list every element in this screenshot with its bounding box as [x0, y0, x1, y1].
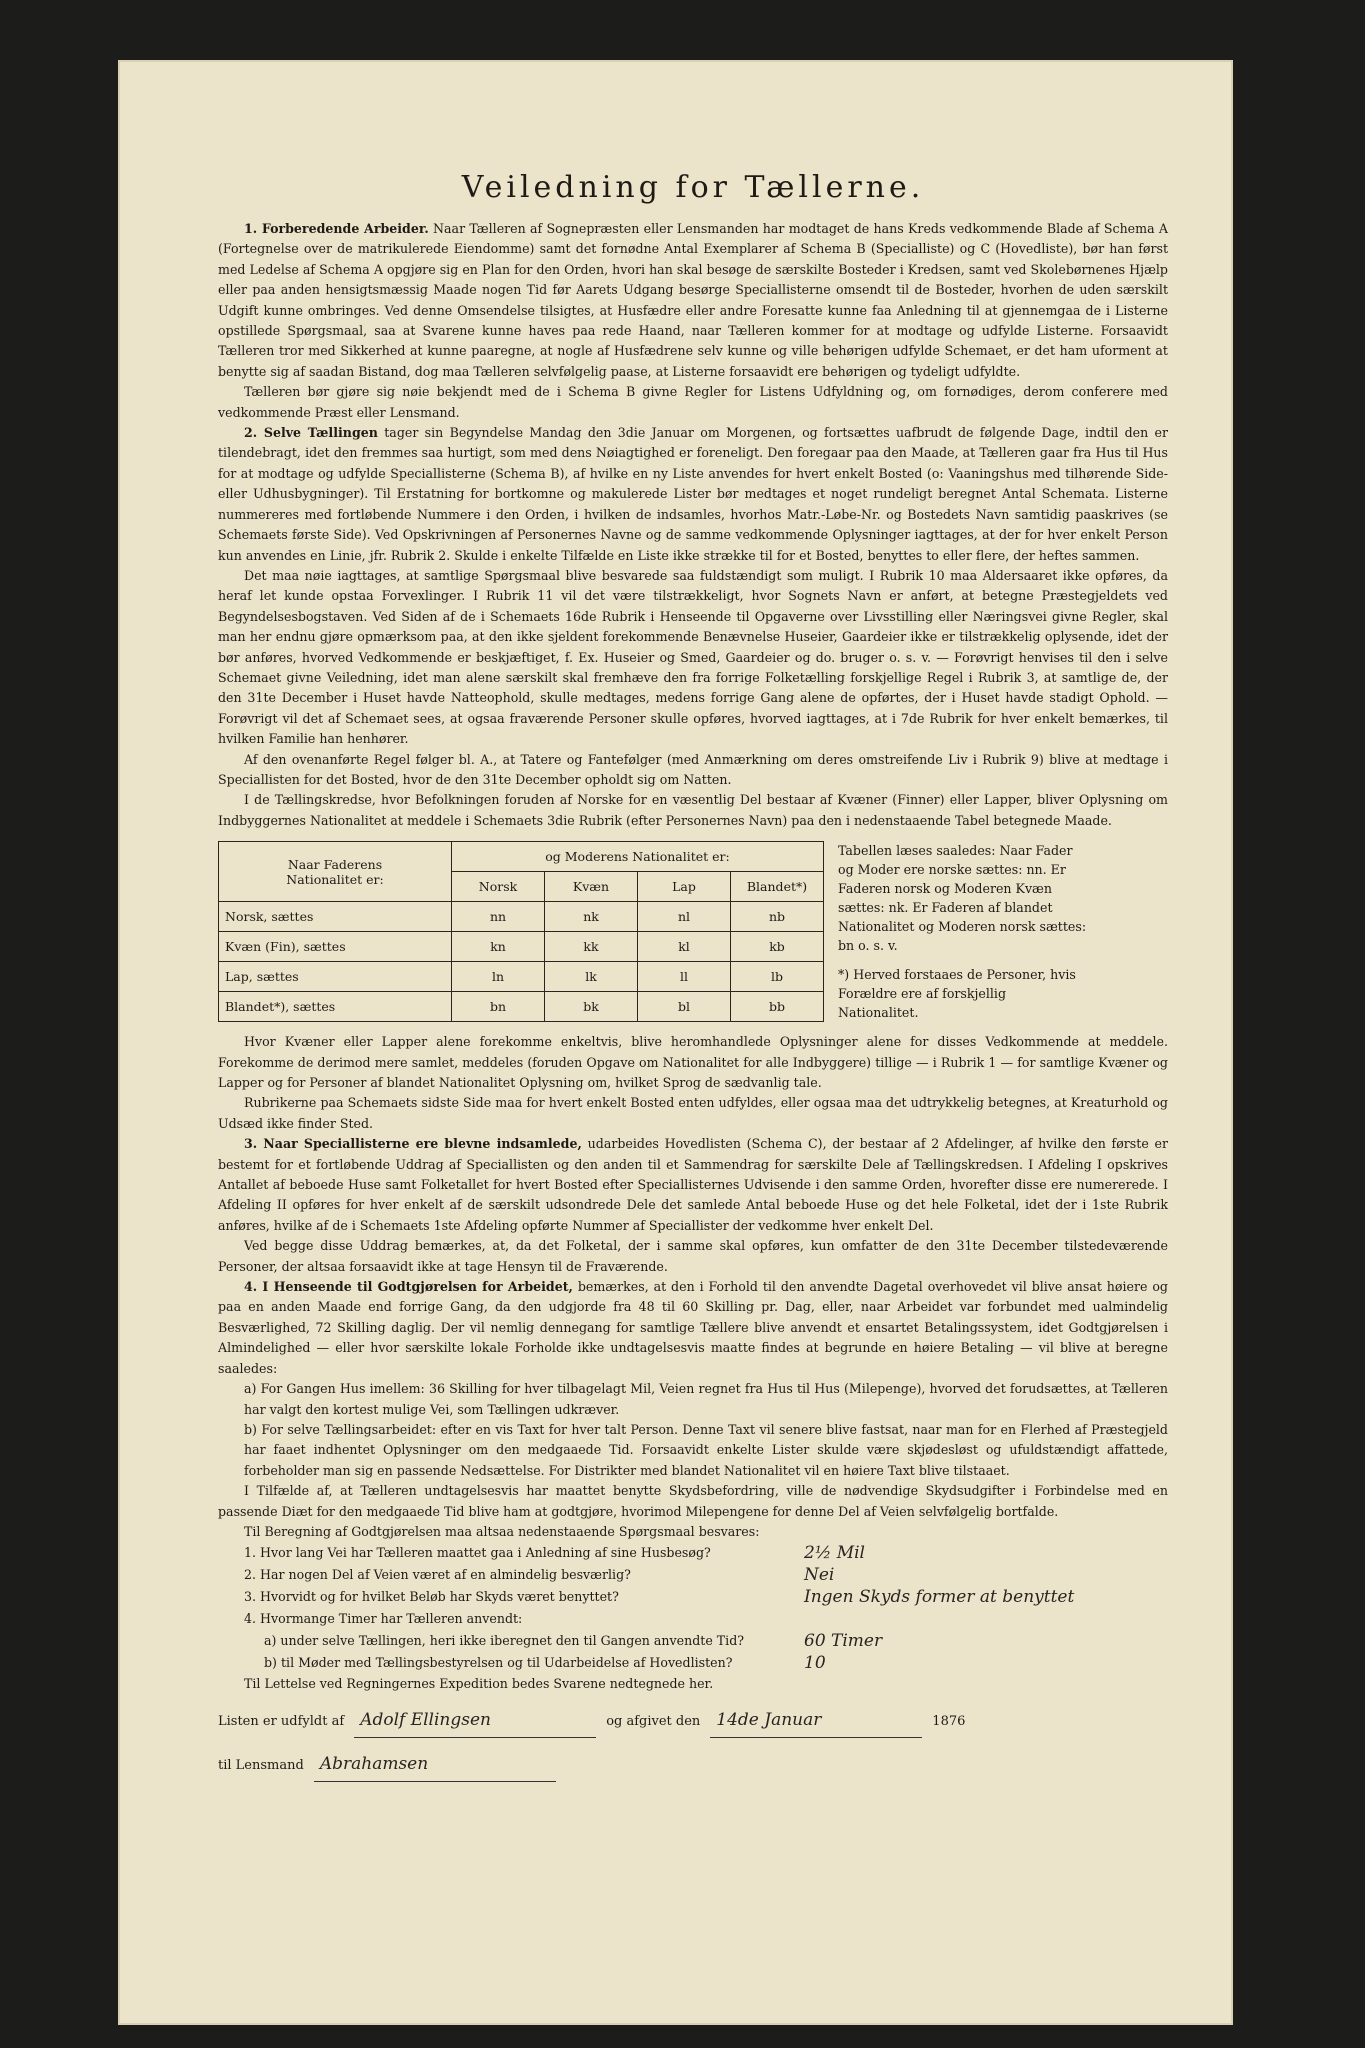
question-text: b) til Møder med Tællingsbestyrelsen og til Udarbeidelse af Hovedlisten?: [264, 1655, 733, 1671]
lensmand-field[interactable]: Abrahamsen: [314, 1747, 556, 1782]
closing-text: Til Lettelse ved Regningernes Expedition bedes Svarene nedtegnede her.: [244, 1676, 714, 1692]
table-cell: kb: [731, 932, 824, 962]
table-cell: lk: [545, 962, 638, 992]
section-2-paragraph-4: I de Tællingskredse, hvor Befolkningen foruden af Norske for en væsentlig Del bestaar af Kvæner (Finner) eller Lapper, bliver Oplysning om Indbyggernes Nationalitet at meddele i Schemaets 3die Rubrik (efter Personernes Navn) paa den i nedenstaaende Tabel betegnede Maade.: [218, 792, 1168, 828]
table-row: [219, 932, 824, 962]
question-row: [244, 1586, 1168, 1608]
question-row: [244, 1608, 1168, 1630]
question-row: [244, 1652, 1168, 1674]
section-2: [218, 423, 1168, 566]
section-2-paragraph-2: Det maa nøie iagttages, at samtlige Spørgsmaal blive besvarede saa fuldstændigt som muligt. I Rubrik 10 maa Aldersaaret ikke opføres, da heraf let kunde opstaa Forvexlinger. I Rubrik 11 vil det være tilstrækkeligt, hvor Sognets Navn er anført, at betegne Præstegjeldets ved Begyndelsesbogstaven. Ved Siden af de i Schemaets 16de Rubrik i Henseende til Opgaverne over Livsstilling eller Næringsvei givne Regler, skal man her endnu gjøre opmærksom paa, at den ikke sjeldent forekommende Benævnelse Huseier, Gaardeier ikke er tilstrækkelig oplysende, idet der bør anføres, hvorved Vedkommende er beskjæftiget, f. Ex. Huseier og Smed, Gaardeier og do. bruger o. s. v. — Forøvrigt henvises til den i selve Schemaet givne Veiledning, idet man alene særskilt skal fremhæve den fra forrige Folketælling forskjellige Regel i Rubrik 3, at samtlige de, der den 31te December i Huset havde Natteophold, skulle medtages, medens forrige Gang alene de opførtes, der i Huset havde stadigt Ophold. — Forøvrigt vil det af Schemaet sees, at ogsaa fraværende Personer skulle opføres, hvorved iagttages, at i 7de Rubrik for hver enkelt bemærkes, til hvilken Familie han henhører.: [218, 567, 1168, 747]
table-cell: nk: [545, 902, 638, 932]
section-1-text: Naar Tælleren af Sognepræsten eller Lensmanden har modtaget de hans Kreds vedkommende Blade af Schema A (Fortegnelse over de matrikulerede Eiendomme) samt det fornødne Antal Exemplarer af Schema B (Specialliste) og C (Hovedliste), bør han først med Ledelse af Schema A opgjøre sig en Plan for den Orden, hvori han skal besøge de særskilte Bosteder i Kredsen, samt ved Skolebørnenes Hjælp eller paa anden hensigtsmæssig Maade nogen Tid før Aarets Udgang besørge Speciallisterne omsendt til de Bosteder, hvorhen de uden særskilt Udgift kunne ombringes. Ved denne Omsendelse tilsigtes, at Husfædre eller andre Foresatte kunne faa Anledning til at gjennemgaa de i Listerne opstillede Spørgsmaal, saa at Svarene kunne haves paa rede Haand, naar Tælleren kommer for at modtage og udfylde Listerne. Forsaavidt Tælleren tror med Sikkerhed at kunne paaregne, at nogle af Husfædrene selv kunne og ville behørigen udfylde Schemaet, er det ham uforment at benytte sig af saadan Bistand, dog maa Tælleren selvfølgelig paase, at Listerne forsaavidt ere behørigen og tydeligt udfyldte.: [218, 221, 1168, 379]
lensmand-label: til Lensmand: [218, 1757, 304, 1773]
question-text: 4. Hvormange Timer har Tælleren anvendt:: [244, 1611, 523, 1627]
year: 1876: [932, 1713, 966, 1729]
section-2-heading: 2. Selve Tællingen: [244, 425, 378, 441]
section-3-text: udarbeides Hovedlisten (Schema C), der bestaar af 2 Afdelinger, af hvilke den første er bestemt for et fortløbende Uddrag af Speciallisten og den anden til et Sammendrag for særskilte Dele af Tællingskredsen. I Afdeling I opskrives Antallet af beboede Huse samt Folketallet for hvert Bosted efter Speciallisternes Udvisende i den samme Orden, hvorefter disse ere numererede. I Afdeling II opføres for hver enkelt af de særskilt udsondrede Dele det samlede Antal beboede Huse og det hele Folketal, idet der i 1ste Rubrik anføres, hvilke af de i Schemaets 1ste Afdeling opførte Nummer af Speciallister der vedkomme hver enkelt Del.: [218, 1136, 1168, 1233]
section-3-paragraph-2: Ved begge disse Uddrag bemærkes, at, da det Folketal, der i samme skal opføres, kun omfatter de den 31te December tilstedeværende Personer, der altsaa forsaavidt ikke at tage Hensyn til de Fraværende.: [218, 1238, 1168, 1274]
table-cell: bn: [452, 992, 545, 1022]
table-note: [838, 841, 1088, 1022]
table-row-label: Norsk, sættes: [219, 902, 452, 932]
table-head-right: og Moderens Nationalitet er:: [452, 842, 824, 872]
table-col-header: Kvæn: [545, 872, 638, 902]
section-4-heading: 4. I Henseende til Godtgjørelsen for Arbeidet,: [244, 1279, 573, 1295]
table-cell: nb: [731, 902, 824, 932]
table-cell: kk: [545, 932, 638, 962]
page-title: Veiledning for Tællerne.: [461, 170, 925, 205]
question-text: 2. Har nogen Del af Veien været af en almindelig besværlig?: [244, 1567, 631, 1583]
signature-line-1: [218, 1703, 1168, 1739]
question-text: a) under selve Tællingen, heri ikke iberegnet den til Gangen anvendte Tid?: [264, 1633, 745, 1649]
section-4-paragraph-2: I Tilfælde af, at Tælleren undtagelsesvis har maattet benytte Skydsbefordring, ville de nødvendige Skydsudgifter i Forbindelse med en passende Diæt for den medgaaede Tid blive ham at godtgjøre, hvorimod Milepengene for denne Del af Veien selvfølgelig bortfalde.: [218, 1483, 1168, 1519]
table-cell: nl: [638, 902, 731, 932]
table-cell: nn: [452, 902, 545, 932]
section-2-paragraph-6: Rubrikerne paa Schemaets sidste Side maa for hvert enkelt Bosted enten udfyldes, eller ogsaa maa det udtrykkelig betegnes, at Kreaturhold og Udsæd ikke finder Sted.: [218, 1095, 1168, 1131]
table-cell: bl: [638, 992, 731, 1022]
table-head-left-2: Nationalitet er:: [286, 871, 384, 887]
section-2-paragraph-3: Af den ovenanførte Regel følger bl. A., at Tatere og Fantefølger (med Anmærkning om deres omstreifende Liv i Rubrik 9) blive at medtage i Speciallisten for det Bosted, hvor de den 31te December opholdt sig om Natten.: [218, 751, 1168, 787]
section-2-text: tager sin Begyndelse Mandag den 3die Januar om Morgenen, og fortsættes uafbrudt de følgende Dage, indtil den er tilendebragt, idet den fremmes saa hurtigt, som med dens Nøiagtighed er foreneligt. Den foregaar paa den Maade, at Tælleren gaar fra Hus til Hus for at modtage og udfylde Speciallisterne (Schema B), af hvilke en ny Liste anvendes for hvert enkelt Bosted (o: Vaaningshus med tilhørende Side- eller Udhusbygninger). Til Erstatning for bortkomne og makulerede Lister bør medtages et noget rundeligt beregnet Antal Schemata. Listerne nummereres med fortløbende Nummere i den Orden, i hvilken de indsamles, hvorhos Matr.-Løbe-Nr. og Bostedets Navn samtidig paaskrives (se Schemaets første Side). Ved Opskrivningen af Personernes Navne og de samme vedkommende Oplysninger iagttages, at der for hver enkelt Person kun anvendes en Linie, jfr. Rubrik 2. Skulde i enkelte Tilfælde en Liste ikke strække til for et Bosted, benyttes to eller flere, der heftes sammen.: [218, 425, 1168, 563]
table-row-label: Lap, sættes: [219, 962, 452, 992]
answer-field[interactable]: Nei: [804, 1565, 835, 1586]
question-row: [244, 1542, 1168, 1564]
section-4-item-a: a) For Gangen Hus imellem: 36 Skilling for hver tilbagelagt Mil, Veien regnet fra Hus til Hus (Milepenge), hvorved det forudsættes, at Tælleren har valgt den kortest mulige Vei, som Tællingen udkræver.: [244, 1381, 1168, 1417]
table-row-label: Blandet*), sættes: [219, 992, 452, 1022]
section-3: [218, 1134, 1168, 1236]
answer-field[interactable]: 60 Timer: [804, 1631, 883, 1652]
question-row: [244, 1564, 1168, 1586]
table-row: [219, 902, 824, 932]
table-col-header: Norsk: [452, 872, 545, 902]
document-content: [218, 170, 1168, 1783]
table-row-label: Kvæn (Fin), sættes: [219, 932, 452, 962]
section-1-heading: 1. Forberedende Arbeider.: [244, 221, 429, 236]
nationality-table: [218, 841, 824, 1022]
section-1-paragraph-2: Tælleren bør gjøre sig nøie bekjendt med de i Schema B givne Regler for Listens Udfyldning og, om fornødiges, derom conferere med vedkommende Præst eller Lensmand.: [218, 384, 1168, 420]
table-row: [219, 962, 824, 992]
table-cell: bb: [731, 992, 824, 1022]
table-cell: ll: [638, 962, 731, 992]
questions-list: [218, 1542, 1168, 1674]
section-4: [218, 1277, 1168, 1379]
table-head-left: [219, 842, 452, 902]
table-cell: kn: [452, 932, 545, 962]
section-3-heading: 3. Naar Speciallisterne ere blevne indsamlede,: [244, 1136, 582, 1152]
table-col-header: Blandet*): [731, 872, 824, 902]
signature-label: Listen er udfyldt af: [218, 1713, 345, 1729]
nationality-table-block: [218, 841, 1168, 1022]
table-cell: kl: [638, 932, 731, 962]
document-page: [118, 60, 1233, 2025]
section-4-paragraph-3: Til Beregning af Godtgjørelsen maa altsaa nedenstaaende Spørgsmaal besvares:: [244, 1523, 760, 1539]
answer-field[interactable]: 10: [804, 1653, 826, 1674]
answer-field[interactable]: Ingen Skyds former at benyttet: [804, 1587, 1075, 1608]
answer-field[interactable]: 2½ Mil: [804, 1543, 865, 1564]
table-footnote: *) Herved forstaaes de Personer, hvis Forældre ere af forskjellig Nationalitet.: [838, 967, 1076, 1021]
section-2-paragraph-5: Hvor Kvæner eller Lapper alene forekomme enkeltvis, blive heromhandlede Oplysninger alene for disses Vedkommende at meddele. Forekomme de derimod mere samlet, meddeles (foruden Opgave om Nationalitet for alle Indbyggere) tillige — i Rubrik 1 — for samtlige Kvæner og Lapper og for Personer af blandet Nationalitet Oplysning om, hvilket Sprog de sædvanlig tale.: [218, 1034, 1168, 1090]
question-row: [244, 1630, 1168, 1652]
table-note-text: Tabellen læses saaledes: Naar Fader og Moder ere norske sættes: nn. Er Faderen norsk og Moderen Kvæn sættes: nk. Er Faderen af blandet Nationalitet og Moderen norsk sættes: bn o. s. v.: [838, 843, 1087, 954]
signature-line-2: [218, 1747, 1168, 1783]
date-field[interactable]: 14de Januar: [710, 1703, 922, 1738]
section-1: [218, 219, 1168, 382]
table-row: [219, 992, 824, 1022]
table-head-left-1: Naar Faderens: [287, 856, 383, 872]
date-label: og afgivet den: [606, 1713, 701, 1729]
question-text: 3. Hvorvidt og for hvilket Beløb har Skyds været benyttet?: [244, 1589, 619, 1605]
signature-name[interactable]: Adolf Ellingsen: [354, 1703, 596, 1738]
table-cell: ln: [452, 962, 545, 992]
table-cell: lb: [731, 962, 824, 992]
section-4-text: bemærkes, at den i Forhold til den anvendte Dagetal overhovedet vil blive ansat høiere og paa en anden Maade end forrige Gang, da den udgjorde fra 48 til 60 Skilling pr. Dag, eller, naar Arbeidet var forbundet med ualmindelig Besværlighed, 72 Skilling daglig. Der vil nemlig dennegang for samtlige Tællere blive anvendt et ensartet Betalingssystem, idet Godtgjørelsen i Almindelighed — eller hvor særskilte lokale Forholde ikke undtagelsesvis maatte findes at begrunde en høiere Betaling — vil blive at beregne saaledes:: [218, 1279, 1168, 1376]
question-text: 1. Hvor lang Vei har Tælleren maattet gaa i Anledning af sine Husbesøg?: [244, 1545, 711, 1561]
table-col-header: Lap: [638, 872, 731, 902]
table-cell: bk: [545, 992, 638, 1022]
section-4-item-b: b) For selve Tællingsarbeidet: efter en vis Taxt for hver talt Person. Denne Taxt vil senere blive fastsat, naar man for en Flerhed af Præstegjeld har faaet indhentet Oplysninger om den medgaaede Tid. Forsaavidt enkelte Lister skulde være skjødesløst og ufuldstændigt affattede, forbeholder man sig en passende Nedsættelse. For Distrikter med blandet Nationalitet vil en høiere Taxt blive tilstaaet.: [244, 1421, 1168, 1478]
